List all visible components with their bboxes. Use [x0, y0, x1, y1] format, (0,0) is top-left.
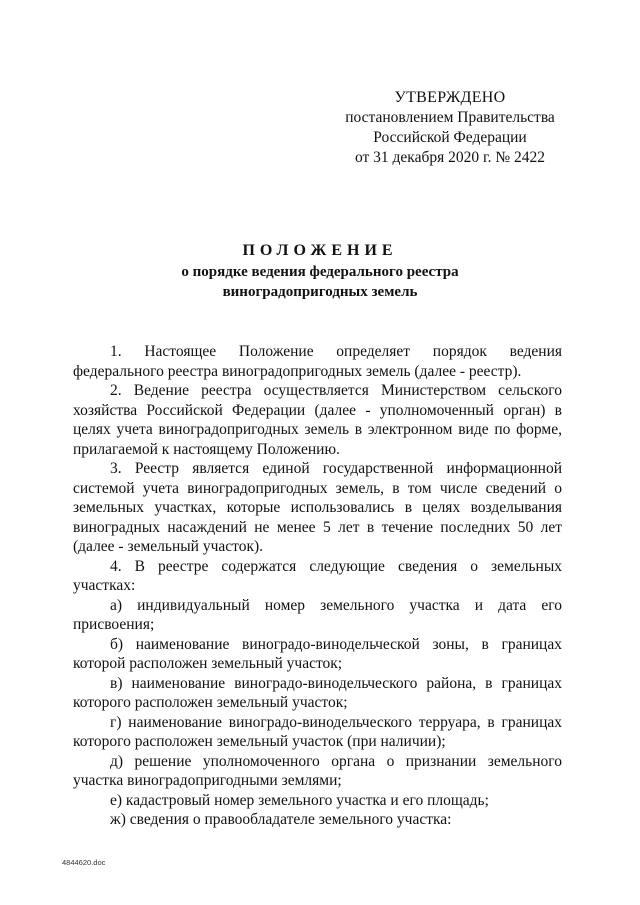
approval-line-3: от 31 декабря 2020 г. № 2422 [354, 149, 546, 166]
file-code: 4844620.doc [62, 858, 106, 867]
list-item-d: д) решение уполномоченного органа о признании земельного участка виноградопригодными землями; [73, 752, 562, 789]
subtitle-line-2: виноградопригодных земель [222, 284, 418, 300]
paragraph-1: 1. Настоящее Положение определяет порядок ведения федерального реестра виноградопригодных земель (далее - реестр). [73, 343, 562, 380]
list-item-g: г) наименование виноградо-винодельческого терруара, в границах которого расположен земельный участок (при наличии); [73, 713, 562, 750]
list-item-b: б) наименование виноградо-винодельческой зоны, в границах которой расположен земельный участок; [73, 635, 562, 672]
paragraph-2: 2. Ведение реестра осуществляется Министерством сельского хозяйства Российской Федерации (далее - уполномоченный орган) в целях учета виноградопригодных земель в электронном виде по форме, прилагаемой к настоящему Положению. [73, 382, 562, 458]
list-item-a: а) индивидуальный номер земельного участка и дата его присвоения; [73, 596, 562, 633]
document-title: ПОЛОЖЕНИЕ [242, 242, 398, 259]
list-item-e: е) кадастровый номер земельного участка и его площадь; [110, 791, 489, 809]
paragraph-4: 4. В реестре содержатся следующие сведения о земельных участках: [73, 557, 562, 594]
subtitle-line-1: о порядке ведения федерального реестра [181, 264, 459, 280]
document-body [73, 342, 562, 830]
approval-line-1: постановлением Правительства [345, 109, 555, 126]
document-subtitle [0, 262, 640, 302]
list-item-v: в) наименование виноградо-винодельческого района, в границах которого расположен земельный участок; [73, 674, 562, 711]
list-item-zh: ж) сведения о правообладателе земельного участка: [110, 811, 452, 828]
approval-stamp [330, 88, 570, 168]
approval-line-2: Российской Федерации [373, 129, 527, 146]
paragraph-3: 3. Реестр является единой государственной информационной системой учета виноградопригодных земель, в том числе сведений о земельных участках, которые использовались в целях возделывания виноградных насаждений не менее 5 лет в течение последних 50 лет (далее - земельный участок). [73, 460, 562, 555]
approval-title: УТВЕРЖДЕНО [394, 89, 506, 106]
